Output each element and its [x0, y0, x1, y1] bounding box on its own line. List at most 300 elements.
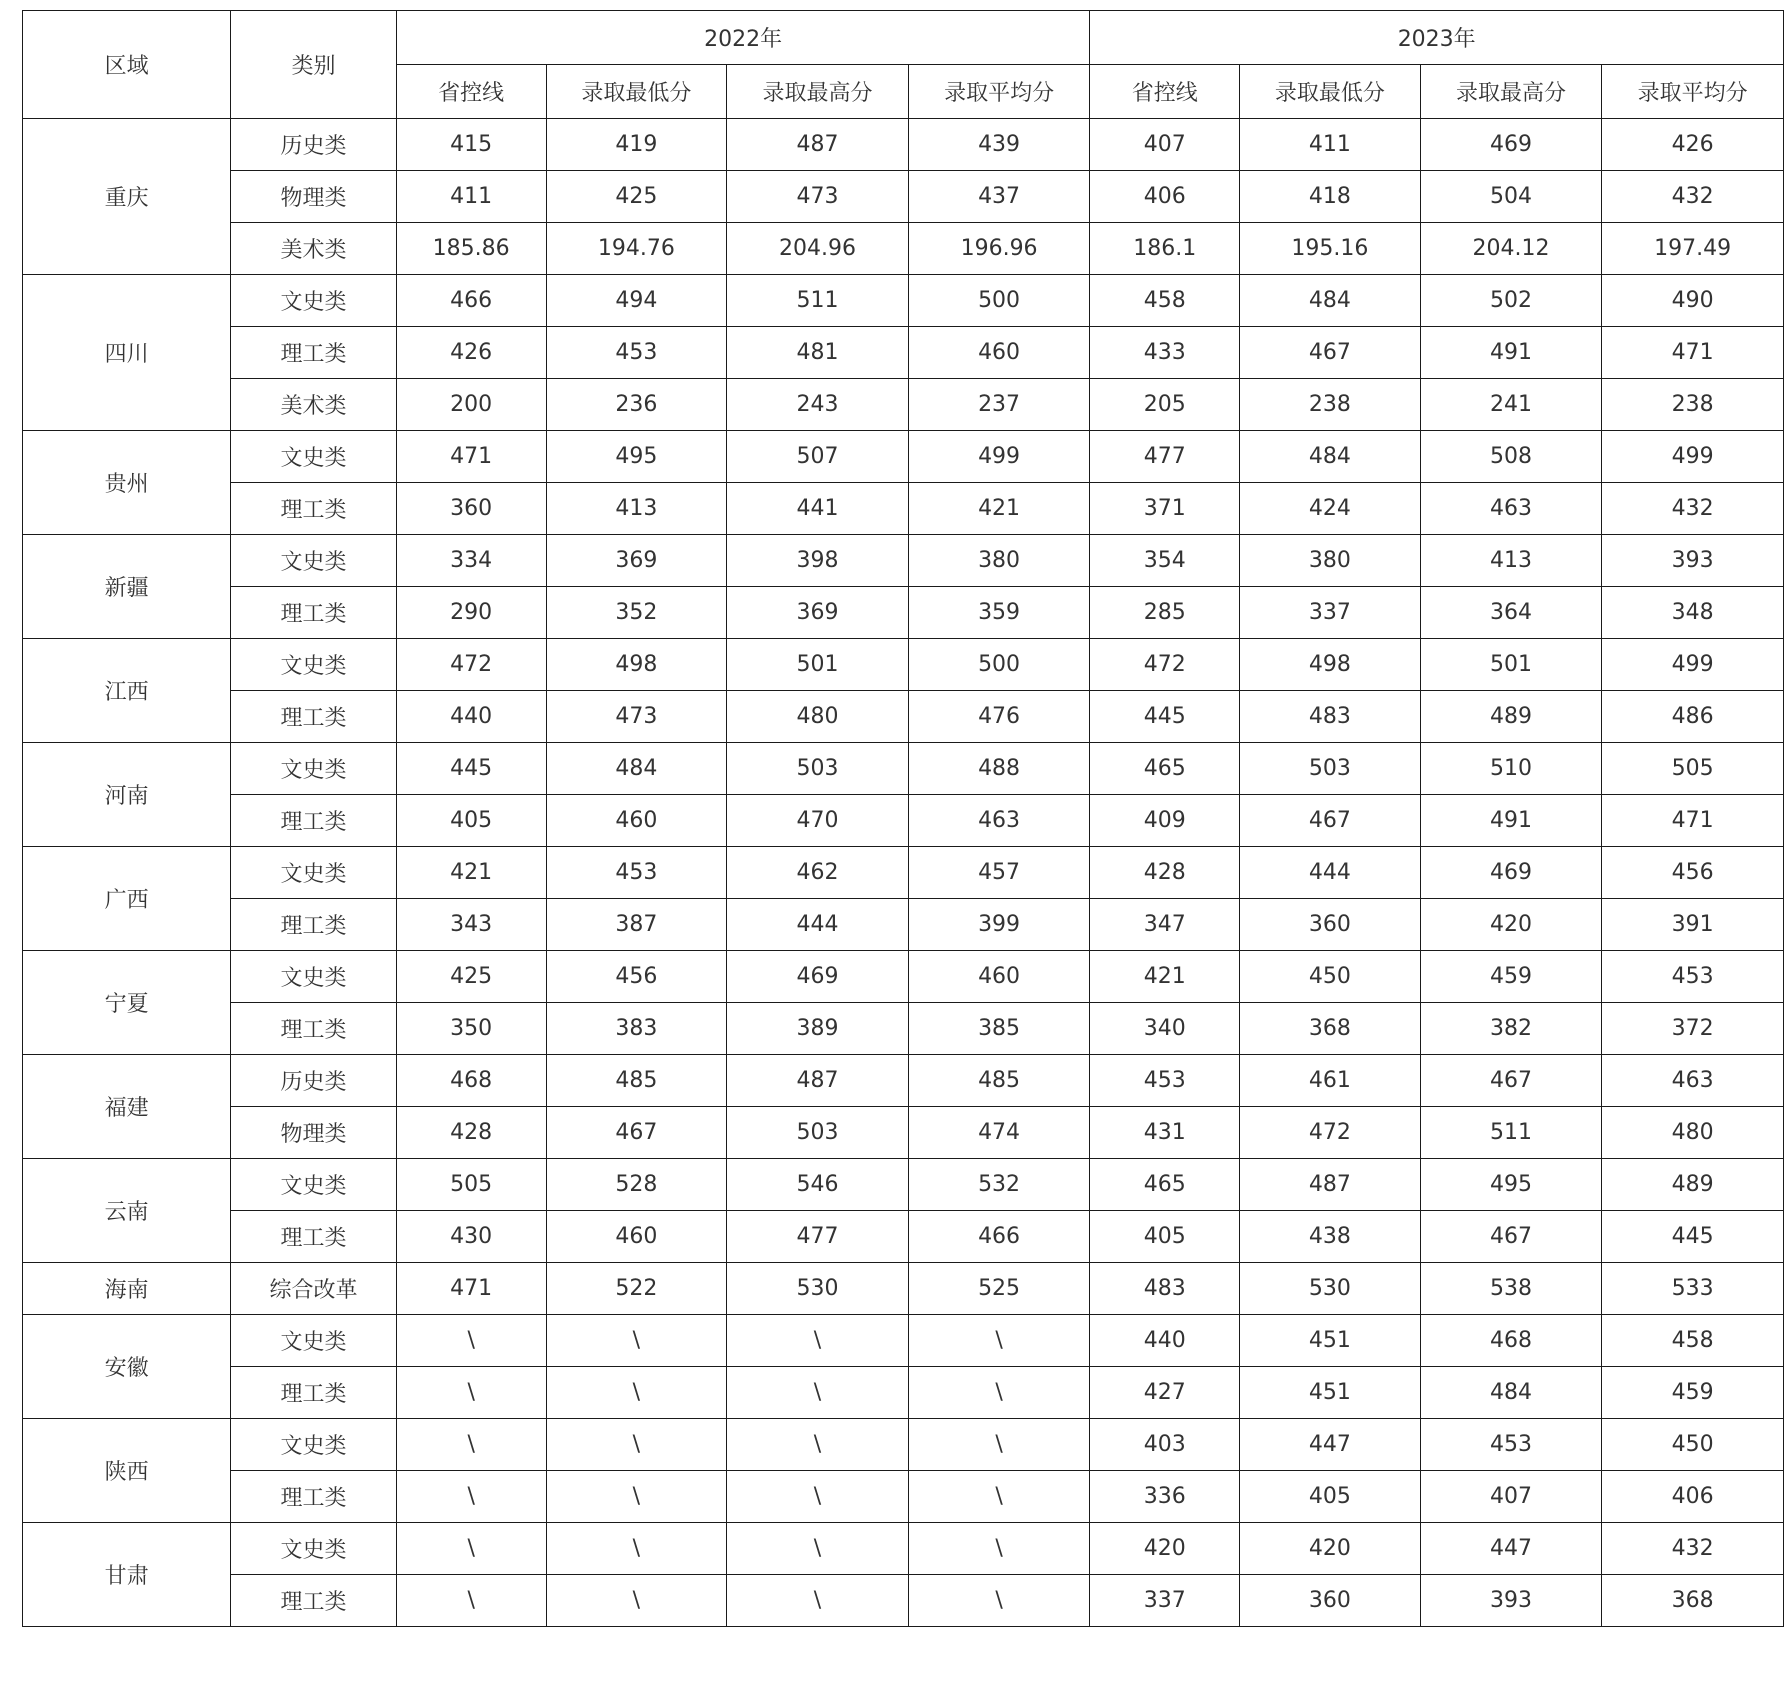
score-cell: 428 — [1090, 847, 1240, 899]
score-cell: 477 — [1090, 431, 1240, 483]
score-cell: 413 — [1420, 535, 1602, 587]
score-cell: 538 — [1420, 1263, 1602, 1315]
score-cell: 501 — [1420, 639, 1602, 691]
score-cell: 348 — [1602, 587, 1784, 639]
score-cell: 503 — [727, 1107, 909, 1159]
table-row — [23, 275, 1784, 327]
score-cell: 420 — [1420, 899, 1602, 951]
table-row — [23, 223, 1784, 275]
category-cell: 文史类 — [231, 1159, 396, 1211]
score-cell: 489 — [1602, 1159, 1784, 1211]
score-cell: 421 — [1090, 951, 1240, 1003]
score-cell: 488 — [908, 743, 1090, 795]
score-cell: 462 — [727, 847, 909, 899]
score-cell: 481 — [727, 327, 909, 379]
region-cell: 海南 — [23, 1263, 231, 1315]
table-row — [23, 587, 1784, 639]
score-cell: 431 — [1090, 1107, 1240, 1159]
table-row — [23, 743, 1784, 795]
score-cell: 476 — [908, 691, 1090, 743]
score-cell: 484 — [1420, 1367, 1602, 1419]
score-cell: \ — [396, 1523, 546, 1575]
category-cell: 文史类 — [231, 1315, 396, 1367]
score-cell: 460 — [546, 795, 727, 847]
category-cell: 历史类 — [231, 1055, 396, 1107]
score-cell: \ — [727, 1471, 909, 1523]
score-cell: 352 — [546, 587, 727, 639]
header-subcolumn: 录取平均分 — [1602, 65, 1784, 119]
score-cell: 458 — [1090, 275, 1240, 327]
score-cell: 444 — [727, 899, 909, 951]
table-row — [23, 1263, 1784, 1315]
table-row — [23, 639, 1784, 691]
score-cell: 469 — [1420, 119, 1602, 171]
score-cell: 243 — [727, 379, 909, 431]
score-cell: 471 — [396, 431, 546, 483]
score-cell: 495 — [546, 431, 727, 483]
score-cell: 405 — [1240, 1471, 1421, 1523]
score-cell: 503 — [727, 743, 909, 795]
score-cell: 453 — [1420, 1419, 1602, 1471]
score-cell: 368 — [1602, 1575, 1784, 1627]
region-cell: 安徽 — [23, 1315, 231, 1419]
category-cell: 物理类 — [231, 1107, 396, 1159]
score-cell: 194.76 — [546, 223, 727, 275]
score-cell: 463 — [1602, 1055, 1784, 1107]
score-cell: 456 — [546, 951, 727, 1003]
score-cell: 502 — [1420, 275, 1602, 327]
score-cell: 420 — [1240, 1523, 1421, 1575]
score-cell: 472 — [396, 639, 546, 691]
score-cell: 337 — [1240, 587, 1421, 639]
region-cell: 宁夏 — [23, 951, 231, 1055]
score-cell: 204.12 — [1420, 223, 1602, 275]
score-cell: 487 — [727, 1055, 909, 1107]
score-cell: 350 — [396, 1003, 546, 1055]
score-cell: 407 — [1420, 1471, 1602, 1523]
score-cell: 340 — [1090, 1003, 1240, 1055]
score-cell: 441 — [727, 483, 909, 535]
table-row — [23, 795, 1784, 847]
table-row — [23, 847, 1784, 899]
score-cell: 418 — [1240, 171, 1421, 223]
score-cell: 500 — [908, 275, 1090, 327]
score-cell: 406 — [1090, 171, 1240, 223]
table-row — [23, 1367, 1784, 1419]
score-cell: 343 — [396, 899, 546, 951]
score-cell: 461 — [1240, 1055, 1421, 1107]
score-cell: 465 — [1090, 1159, 1240, 1211]
score-cell: 437 — [908, 171, 1090, 223]
score-cell: 533 — [1602, 1263, 1784, 1315]
header-subcolumn: 录取最高分 — [727, 65, 909, 119]
score-cell: 185.86 — [396, 223, 546, 275]
score-cell: 241 — [1420, 379, 1602, 431]
score-cell: 473 — [727, 171, 909, 223]
score-cell: \ — [727, 1419, 909, 1471]
category-cell: 物理类 — [231, 171, 396, 223]
score-cell: 409 — [1090, 795, 1240, 847]
region-cell: 云南 — [23, 1159, 231, 1263]
score-cell: 487 — [1240, 1159, 1421, 1211]
score-cell: \ — [727, 1523, 909, 1575]
score-cell: 465 — [1090, 743, 1240, 795]
score-cell: 380 — [908, 535, 1090, 587]
score-cell: 425 — [546, 171, 727, 223]
score-cell: 360 — [396, 483, 546, 535]
score-cell: 411 — [1240, 119, 1421, 171]
header-region: 区域 — [23, 11, 231, 119]
table-row — [23, 171, 1784, 223]
score-cell: 426 — [1602, 119, 1784, 171]
score-cell: \ — [396, 1419, 546, 1471]
score-cell: 480 — [727, 691, 909, 743]
table-row — [23, 1315, 1784, 1367]
category-cell: 文史类 — [231, 847, 396, 899]
score-cell: 425 — [396, 951, 546, 1003]
category-cell: 理工类 — [231, 1471, 396, 1523]
category-cell: 理工类 — [231, 587, 396, 639]
score-cell: 432 — [1602, 171, 1784, 223]
score-cell: 334 — [396, 535, 546, 587]
category-cell: 理工类 — [231, 899, 396, 951]
score-cell: 500 — [908, 639, 1090, 691]
table-row — [23, 327, 1784, 379]
score-cell: 484 — [1240, 431, 1421, 483]
score-cell: 484 — [546, 743, 727, 795]
score-cell: 364 — [1420, 587, 1602, 639]
score-cell: 467 — [1240, 795, 1421, 847]
score-cell: 463 — [1420, 483, 1602, 535]
region-cell: 四川 — [23, 275, 231, 431]
score-cell: 468 — [396, 1055, 546, 1107]
score-cell: \ — [908, 1523, 1090, 1575]
table-row — [23, 431, 1784, 483]
score-cell: \ — [546, 1315, 727, 1367]
score-cell: 499 — [908, 431, 1090, 483]
score-cell: 238 — [1240, 379, 1421, 431]
score-cell: 444 — [1240, 847, 1421, 899]
region-cell: 江西 — [23, 639, 231, 743]
score-cell: 406 — [1602, 1471, 1784, 1523]
score-cell: 445 — [1090, 691, 1240, 743]
table-row — [23, 1419, 1784, 1471]
score-cell: 382 — [1420, 1003, 1602, 1055]
category-cell: 理工类 — [231, 483, 396, 535]
score-cell: 359 — [908, 587, 1090, 639]
score-cell: 285 — [1090, 587, 1240, 639]
score-cell: 398 — [727, 535, 909, 587]
score-cell: 486 — [1602, 691, 1784, 743]
score-cell: 483 — [1240, 691, 1421, 743]
category-cell: 文史类 — [231, 1523, 396, 1575]
score-cell: 505 — [396, 1159, 546, 1211]
region-cell: 重庆 — [23, 119, 231, 275]
category-cell: 理工类 — [231, 1367, 396, 1419]
score-cell: 451 — [1240, 1367, 1421, 1419]
score-cell: 405 — [396, 795, 546, 847]
category-cell: 理工类 — [231, 1575, 396, 1627]
score-cell: 368 — [1240, 1003, 1421, 1055]
score-cell: 451 — [1240, 1315, 1421, 1367]
score-cell: 236 — [546, 379, 727, 431]
table-row — [23, 1523, 1784, 1575]
score-cell: 237 — [908, 379, 1090, 431]
category-cell: 理工类 — [231, 1211, 396, 1263]
score-cell: 453 — [1602, 951, 1784, 1003]
header-subcolumn: 录取最高分 — [1420, 65, 1602, 119]
score-cell: 432 — [1602, 483, 1784, 535]
header-subcolumn: 录取最低分 — [1240, 65, 1421, 119]
category-cell: 综合改革 — [231, 1263, 396, 1315]
region-cell: 贵州 — [23, 431, 231, 535]
score-cell: 494 — [546, 275, 727, 327]
score-cell: 487 — [727, 119, 909, 171]
score-cell: 450 — [1240, 951, 1421, 1003]
score-cell: 467 — [546, 1107, 727, 1159]
score-cell: 483 — [1090, 1263, 1240, 1315]
score-cell: 480 — [1602, 1107, 1784, 1159]
score-cell: 503 — [1240, 743, 1421, 795]
score-cell: 467 — [1240, 327, 1421, 379]
score-cell: 457 — [908, 847, 1090, 899]
header-category: 类别 — [231, 11, 396, 119]
region-cell: 河南 — [23, 743, 231, 847]
score-cell: 495 — [1420, 1159, 1602, 1211]
table-row — [23, 1575, 1784, 1627]
score-cell: 467 — [1420, 1211, 1602, 1263]
table-row — [23, 119, 1784, 171]
category-cell: 文史类 — [231, 743, 396, 795]
score-cell: 477 — [727, 1211, 909, 1263]
score-cell: 432 — [1602, 1523, 1784, 1575]
score-cell: 336 — [1090, 1471, 1240, 1523]
category-cell: 理工类 — [231, 795, 396, 847]
header-row-years — [23, 11, 1784, 65]
table-row — [23, 379, 1784, 431]
score-cell: 491 — [1420, 327, 1602, 379]
score-cell: 421 — [396, 847, 546, 899]
score-cell: 420 — [1090, 1523, 1240, 1575]
score-cell: 511 — [1420, 1107, 1602, 1159]
score-cell: \ — [727, 1367, 909, 1419]
score-cell: 354 — [1090, 535, 1240, 587]
table-row — [23, 1107, 1784, 1159]
score-cell: 369 — [727, 587, 909, 639]
score-cell: 424 — [1240, 483, 1421, 535]
score-cell: 473 — [546, 691, 727, 743]
score-cell: 391 — [1602, 899, 1784, 951]
score-cell: 450 — [1602, 1419, 1784, 1471]
score-cell: 196.96 — [908, 223, 1090, 275]
score-cell: 383 — [546, 1003, 727, 1055]
category-cell: 美术类 — [231, 379, 396, 431]
table-row — [23, 535, 1784, 587]
score-cell: 290 — [396, 587, 546, 639]
category-cell: 文史类 — [231, 951, 396, 1003]
score-cell: 197.49 — [1602, 223, 1784, 275]
score-cell: 484 — [1240, 275, 1421, 327]
header-subcolumn: 录取平均分 — [908, 65, 1090, 119]
score-cell: 530 — [727, 1263, 909, 1315]
table-row — [23, 1055, 1784, 1107]
score-cell: 453 — [546, 327, 727, 379]
score-cell: 393 — [1602, 535, 1784, 587]
score-cell: 413 — [546, 483, 727, 535]
region-cell: 福建 — [23, 1055, 231, 1159]
category-cell: 历史类 — [231, 119, 396, 171]
header-subcolumn: 省控线 — [1090, 65, 1240, 119]
score-cell: 337 — [1090, 1575, 1240, 1627]
category-cell: 文史类 — [231, 1419, 396, 1471]
table-row — [23, 1471, 1784, 1523]
score-cell: 195.16 — [1240, 223, 1421, 275]
region-cell: 广西 — [23, 847, 231, 951]
score-cell: \ — [908, 1315, 1090, 1367]
score-cell: 467 — [1420, 1055, 1602, 1107]
score-cell: \ — [546, 1523, 727, 1575]
score-cell: 489 — [1420, 691, 1602, 743]
score-cell: 472 — [1240, 1107, 1421, 1159]
score-cell: 445 — [1602, 1211, 1784, 1263]
score-cell: 460 — [546, 1211, 727, 1263]
category-cell: 理工类 — [231, 327, 396, 379]
score-cell: \ — [396, 1575, 546, 1627]
score-cell: 372 — [1602, 1003, 1784, 1055]
table-row — [23, 1003, 1784, 1055]
score-cell: \ — [546, 1575, 727, 1627]
score-cell: 440 — [1090, 1315, 1240, 1367]
score-cell: 463 — [908, 795, 1090, 847]
score-cell: 459 — [1420, 951, 1602, 1003]
score-cell: 471 — [1602, 795, 1784, 847]
score-cell: \ — [908, 1575, 1090, 1627]
score-cell: 238 — [1602, 379, 1784, 431]
table-body — [23, 119, 1784, 1627]
score-cell: 507 — [727, 431, 909, 483]
score-cell: 380 — [1240, 535, 1421, 587]
score-cell: 204.96 — [727, 223, 909, 275]
region-cell: 甘肃 — [23, 1523, 231, 1627]
score-cell: 466 — [908, 1211, 1090, 1263]
table-row — [23, 483, 1784, 535]
header-subcolumn: 省控线 — [396, 65, 546, 119]
score-cell: 360 — [1240, 899, 1421, 951]
score-cell: \ — [546, 1367, 727, 1419]
score-cell: 405 — [1090, 1211, 1240, 1263]
score-cell: 501 — [727, 639, 909, 691]
score-cell: 453 — [546, 847, 727, 899]
score-cell: 447 — [1240, 1419, 1421, 1471]
score-cell: 469 — [727, 951, 909, 1003]
score-cell: 471 — [1602, 327, 1784, 379]
score-cell: 498 — [546, 639, 727, 691]
table-row — [23, 951, 1784, 1003]
score-cell: \ — [546, 1471, 727, 1523]
score-cell: 453 — [1090, 1055, 1240, 1107]
category-cell: 理工类 — [231, 691, 396, 743]
score-cell: 186.1 — [1090, 223, 1240, 275]
score-cell: 421 — [908, 483, 1090, 535]
score-cell: \ — [908, 1419, 1090, 1471]
score-cell: 411 — [396, 171, 546, 223]
score-cell: 471 — [396, 1263, 546, 1315]
score-cell: 491 — [1420, 795, 1602, 847]
score-cell: 427 — [1090, 1367, 1240, 1419]
score-cell: 511 — [727, 275, 909, 327]
score-cell: 474 — [908, 1107, 1090, 1159]
score-cell: 485 — [908, 1055, 1090, 1107]
score-cell: \ — [546, 1419, 727, 1471]
score-cell: 532 — [908, 1159, 1090, 1211]
category-cell: 文史类 — [231, 639, 396, 691]
score-cell: 385 — [908, 1003, 1090, 1055]
score-cell: 200 — [396, 379, 546, 431]
score-cell: \ — [727, 1315, 909, 1367]
header-subcolumn: 录取最低分 — [546, 65, 727, 119]
score-cell: 490 — [1602, 275, 1784, 327]
score-cell: 360 — [1240, 1575, 1421, 1627]
score-cell: 415 — [396, 119, 546, 171]
score-cell: 447 — [1420, 1523, 1602, 1575]
score-cell: 499 — [1602, 639, 1784, 691]
score-cell: 525 — [908, 1263, 1090, 1315]
score-cell: 499 — [1602, 431, 1784, 483]
score-cell: 508 — [1420, 431, 1602, 483]
score-cell: 419 — [546, 119, 727, 171]
score-cell: 498 — [1240, 639, 1421, 691]
score-cell: 546 — [727, 1159, 909, 1211]
score-cell: 371 — [1090, 483, 1240, 535]
score-cell: \ — [908, 1471, 1090, 1523]
score-cell: \ — [908, 1367, 1090, 1419]
score-cell: 433 — [1090, 327, 1240, 379]
table-row — [23, 1211, 1784, 1263]
score-cell: 399 — [908, 899, 1090, 951]
score-cell: 440 — [396, 691, 546, 743]
score-cell: 468 — [1420, 1315, 1602, 1367]
score-cell: 458 — [1602, 1315, 1784, 1367]
category-cell: 理工类 — [231, 1003, 396, 1055]
score-cell: 472 — [1090, 639, 1240, 691]
score-cell: \ — [396, 1471, 546, 1523]
score-cell: 456 — [1602, 847, 1784, 899]
score-cell: 389 — [727, 1003, 909, 1055]
score-cell: 485 — [546, 1055, 727, 1107]
score-cell: 428 — [396, 1107, 546, 1159]
header-year-2022: 2022年 — [396, 11, 1090, 65]
score-cell: \ — [396, 1315, 546, 1367]
category-cell: 文史类 — [231, 275, 396, 327]
score-cell: 510 — [1420, 743, 1602, 795]
score-cell: 439 — [908, 119, 1090, 171]
score-cell: 470 — [727, 795, 909, 847]
score-cell: 407 — [1090, 119, 1240, 171]
score-cell: 460 — [908, 951, 1090, 1003]
region-cell: 新疆 — [23, 535, 231, 639]
score-cell: \ — [396, 1367, 546, 1419]
score-cell: 426 — [396, 327, 546, 379]
score-cell: 403 — [1090, 1419, 1240, 1471]
table-row — [23, 691, 1784, 743]
admission-score-table — [22, 10, 1784, 1627]
score-cell: 469 — [1420, 847, 1602, 899]
score-cell: 528 — [546, 1159, 727, 1211]
score-cell: 530 — [1240, 1263, 1421, 1315]
category-cell: 美术类 — [231, 223, 396, 275]
header-year-2023: 2023年 — [1090, 11, 1784, 65]
score-cell: 369 — [546, 535, 727, 587]
